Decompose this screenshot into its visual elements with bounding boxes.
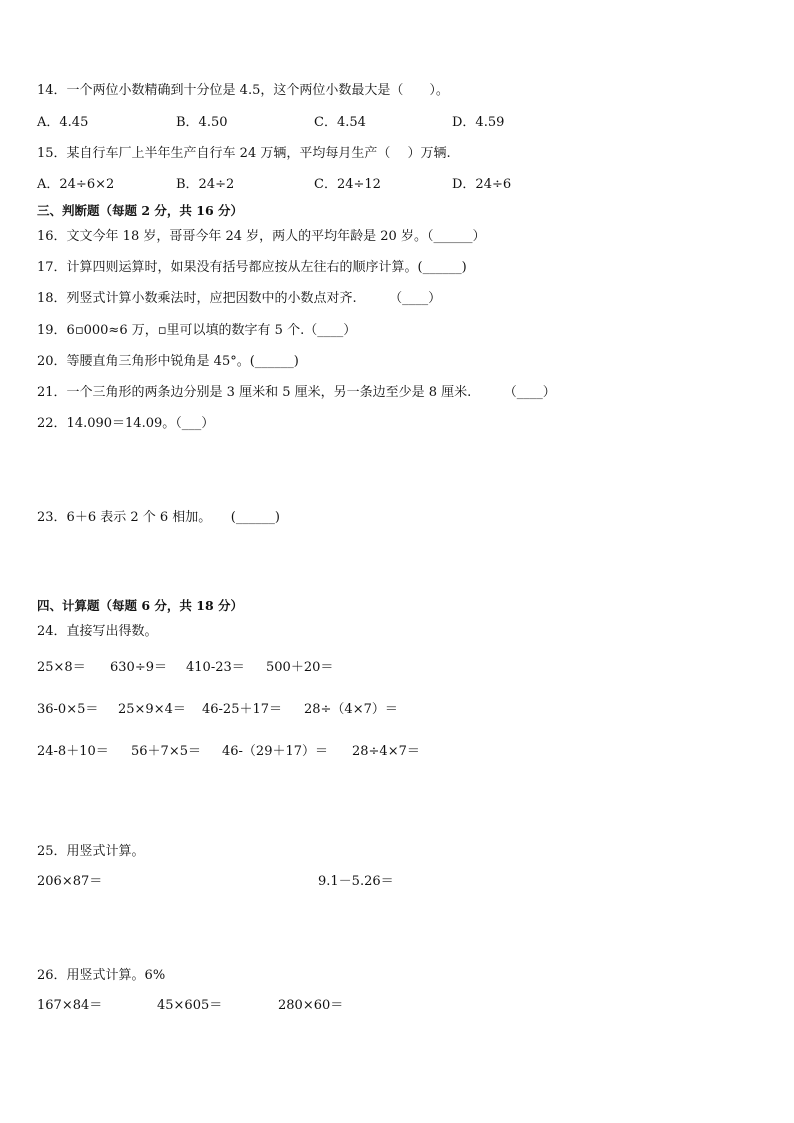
q15-option-c: C．24÷12: [314, 177, 381, 192]
calc-item: 25×8＝: [37, 660, 86, 675]
question-16: 16．文文今年 18 岁，哥哥今年 24 岁，两人的平均年龄是 20 岁。（______）: [37, 229, 486, 244]
question-17: 17．计算四则运算时，如果没有括号都应按从左往右的顺序计算。(______): [37, 260, 467, 275]
question-14: 14．一个两位小数精确到十分位是 4.5，这个两位小数最大是（ ）。: [37, 83, 449, 98]
q14-option-c: C．4.54: [314, 115, 366, 130]
vertical-calc-item: 167×84＝: [37, 998, 103, 1013]
q15-option-a: A．24÷6×2: [37, 177, 115, 192]
section-4-heading: 四、计算题（每题 6 分，共 18 分）: [37, 598, 244, 613]
q15-option-b: B．24÷2: [176, 177, 235, 192]
calc-item: 28÷（4×7）＝: [304, 702, 398, 717]
question-23: 23．6＋6 表示 2 个 6 相加。 (______): [37, 510, 280, 525]
q14-option-d: D．4.59: [452, 115, 505, 130]
calc-item: 46-（29＋17）＝: [222, 744, 329, 759]
vertical-calc-item: 280×60＝: [278, 998, 344, 1013]
calc-item: 56＋7×5＝: [131, 744, 201, 759]
question-21: 21．一个三角形的两条边分别是 3 厘米和 5 厘米，另一条边至少是 8 厘米. （____）: [37, 385, 556, 400]
calc-item: 500＋20＝: [266, 660, 334, 675]
question-18: 18．列竖式计算小数乘法时，应把因数中的小数点对齐. （____）: [37, 291, 442, 306]
vertical-calc-item: 206×87＝: [37, 874, 103, 889]
calc-item: 36-0×5＝: [37, 702, 99, 717]
question-15: 15．某自行车厂上半年生产自行车 24 万辆，平均每月生产（ ）万辆.: [37, 146, 451, 161]
question-19: 19．6▫000≈6 万，▫里可以填的数字有 5 个.（____）: [37, 323, 357, 338]
section-3-heading: 三、判断题（每题 2 分，共 16 分）: [37, 203, 244, 218]
question-25-title: 25．用竖式计算。: [37, 844, 145, 859]
q14-option-b: B．4.50: [176, 115, 228, 130]
calc-item: 24-8＋10＝: [37, 744, 109, 759]
calc-item: 25×9×4＝: [118, 702, 186, 717]
vertical-calc-item: 45×605＝: [157, 998, 223, 1013]
q15-option-d: D．24÷6: [452, 177, 512, 192]
q14-option-a: A．4.45: [37, 115, 89, 130]
calc-item: 46-25＋17＝: [202, 702, 283, 717]
question-22: 22．14.090＝14.09。（___）: [37, 416, 215, 431]
question-20: 20．等腰直角三角形中锐角是 45°。(______): [37, 354, 299, 369]
question-26-title: 26．用竖式计算。6%: [37, 968, 166, 983]
question-24-title: 24．直接写出得数。: [37, 624, 158, 639]
calc-item: 630÷9＝: [110, 660, 167, 675]
calc-item: 410-23＝: [186, 660, 245, 675]
calc-item: 28÷4×7＝: [352, 744, 420, 759]
vertical-calc-item: 9.1－5.26＝: [318, 874, 394, 889]
